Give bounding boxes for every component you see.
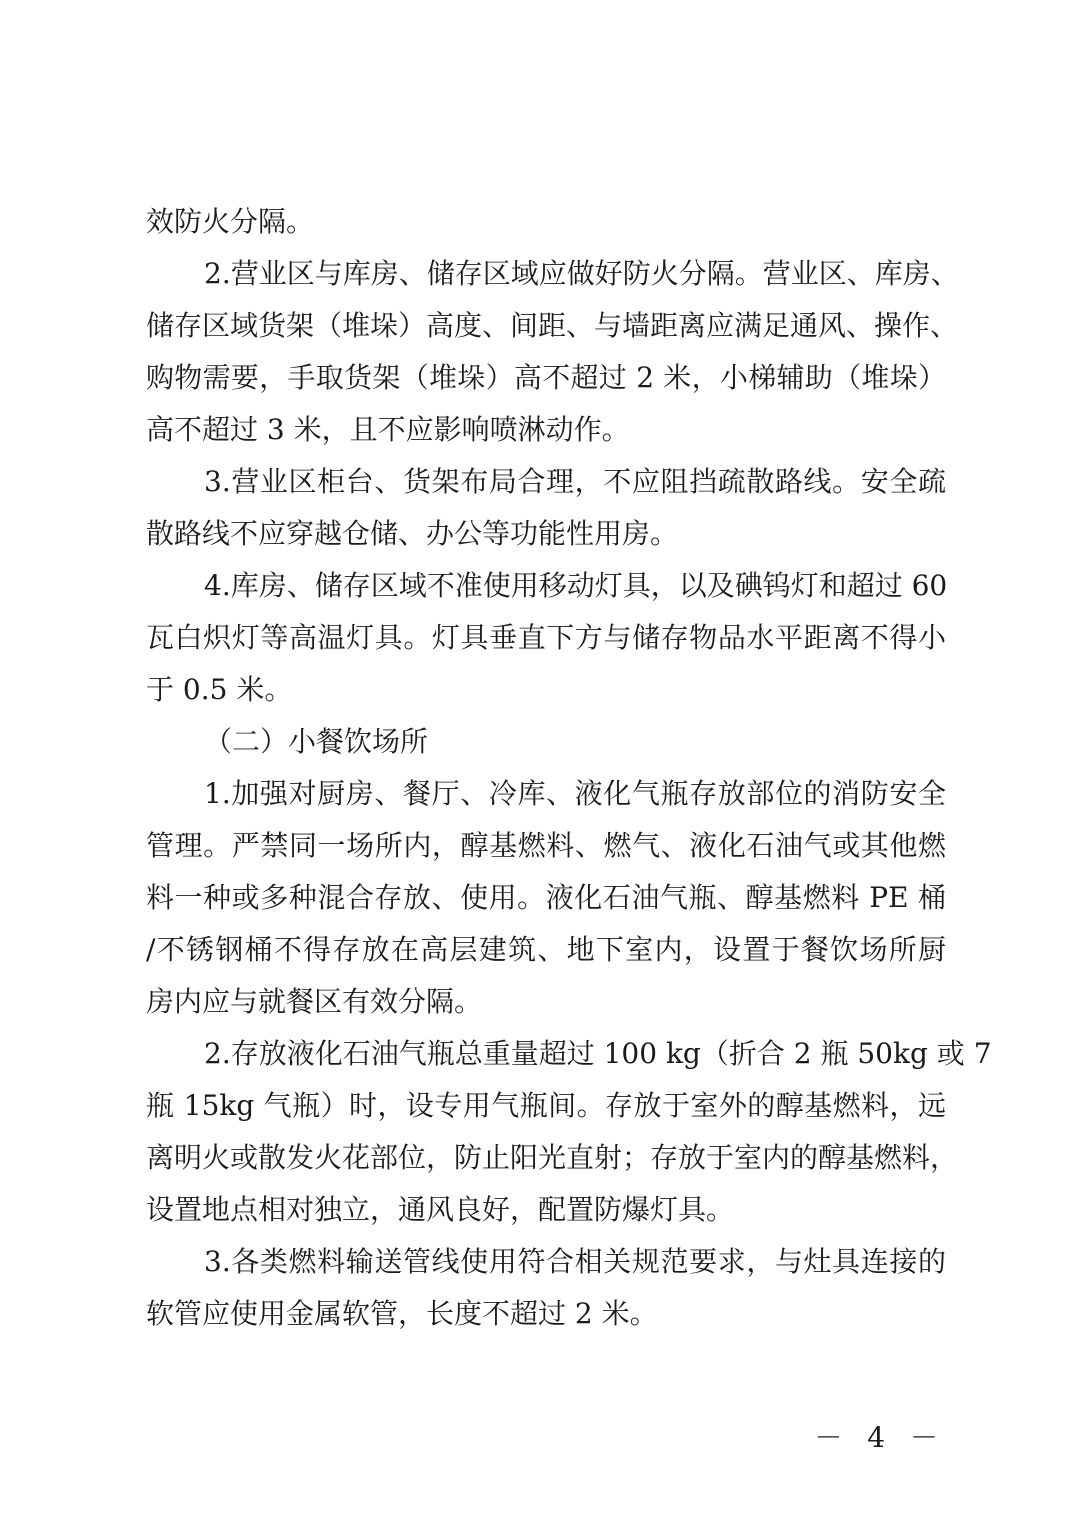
text-line: 房内应与就餐区有效分隔。 <box>146 985 483 1018</box>
paragraph-continuation <box>146 196 946 248</box>
text-line: 瓦白炽灯等高温灯具。灯具垂直下方与储存物品水平距离不得小 <box>146 621 946 654</box>
text-line: 软管应使用金属软管，长度不超过 2 米。 <box>146 1297 658 1330</box>
paragraph-item-1-catering <box>146 768 946 1028</box>
text-line: 3.各类燃料输送管线使用符合相关规范要求，与灶具连接的 <box>204 1245 946 1278</box>
paragraph-item-3-catering <box>146 1236 946 1340</box>
text-line: 2.存放液化石油气瓶总重量超过 100 kg（折合 2 瓶 50kg 或 7 <box>204 1037 992 1070</box>
text-line: 离明火或散发火花部位，防止阳光直射；存放于室内的醇基燃料， <box>146 1141 959 1174</box>
paragraph-item-2-retail <box>146 248 959 456</box>
text-line: 高不超过 3 米，且不应影响喷淋动作。 <box>146 413 630 446</box>
text-line: 效防火分隔。 <box>146 205 315 238</box>
text-line: 2.营业区与库房、储存区域应做好防火分隔。营业区、库房、 <box>204 257 959 290</box>
text-line: /不锈钢桶不得存放在高层建筑、地下室内，设置于餐饮场所厨 <box>146 933 946 966</box>
paragraph-item-4-retail <box>146 560 946 716</box>
text-line: 瓶 15kg 气瓶）时，设专用气瓶间。存放于室外的醇基燃料，远 <box>146 1089 946 1122</box>
text-line: 料一种或多种混合存放、使用。液化石油气瓶、醇基燃料 PE 桶 <box>146 881 946 914</box>
text-line: 散路线不应穿越仓储、办公等功能性用房。 <box>146 517 679 550</box>
text-line: 储存区域货架（堆垛）高度、间距、与墙距离应满足通风、操作、 <box>146 309 959 342</box>
section-heading: （二）小餐饮场所 <box>204 725 429 758</box>
paragraph-item-3-retail <box>146 456 946 560</box>
text-line: 1.加强对厨房、餐厅、冷库、液化气瓶存放部位的消防安全 <box>204 777 946 810</box>
text-line: 于 0.5 米。 <box>146 673 293 706</box>
text-line: 3.营业区柜台、货架布局合理，不应阻挡疏散路线。安全疏 <box>204 465 946 498</box>
text-line: 设置地点相对独立，通风良好，配置防爆灯具。 <box>146 1193 735 1226</box>
document-body <box>146 196 992 1340</box>
text-line: 购物需要，手取货架（堆垛）高不超过 2 米，小梯辅助（堆垛） <box>146 361 946 394</box>
page-number: － 4 － <box>814 1421 946 1454</box>
text-line: 4.库房、储存区域不准使用移动灯具，以及碘钨灯和超过 60 <box>204 569 948 602</box>
text-line: 管理。严禁同一场所内，醇基燃料、燃气、液化石油气或其他燃 <box>146 829 946 862</box>
paragraph-item-2-catering <box>146 1028 992 1236</box>
